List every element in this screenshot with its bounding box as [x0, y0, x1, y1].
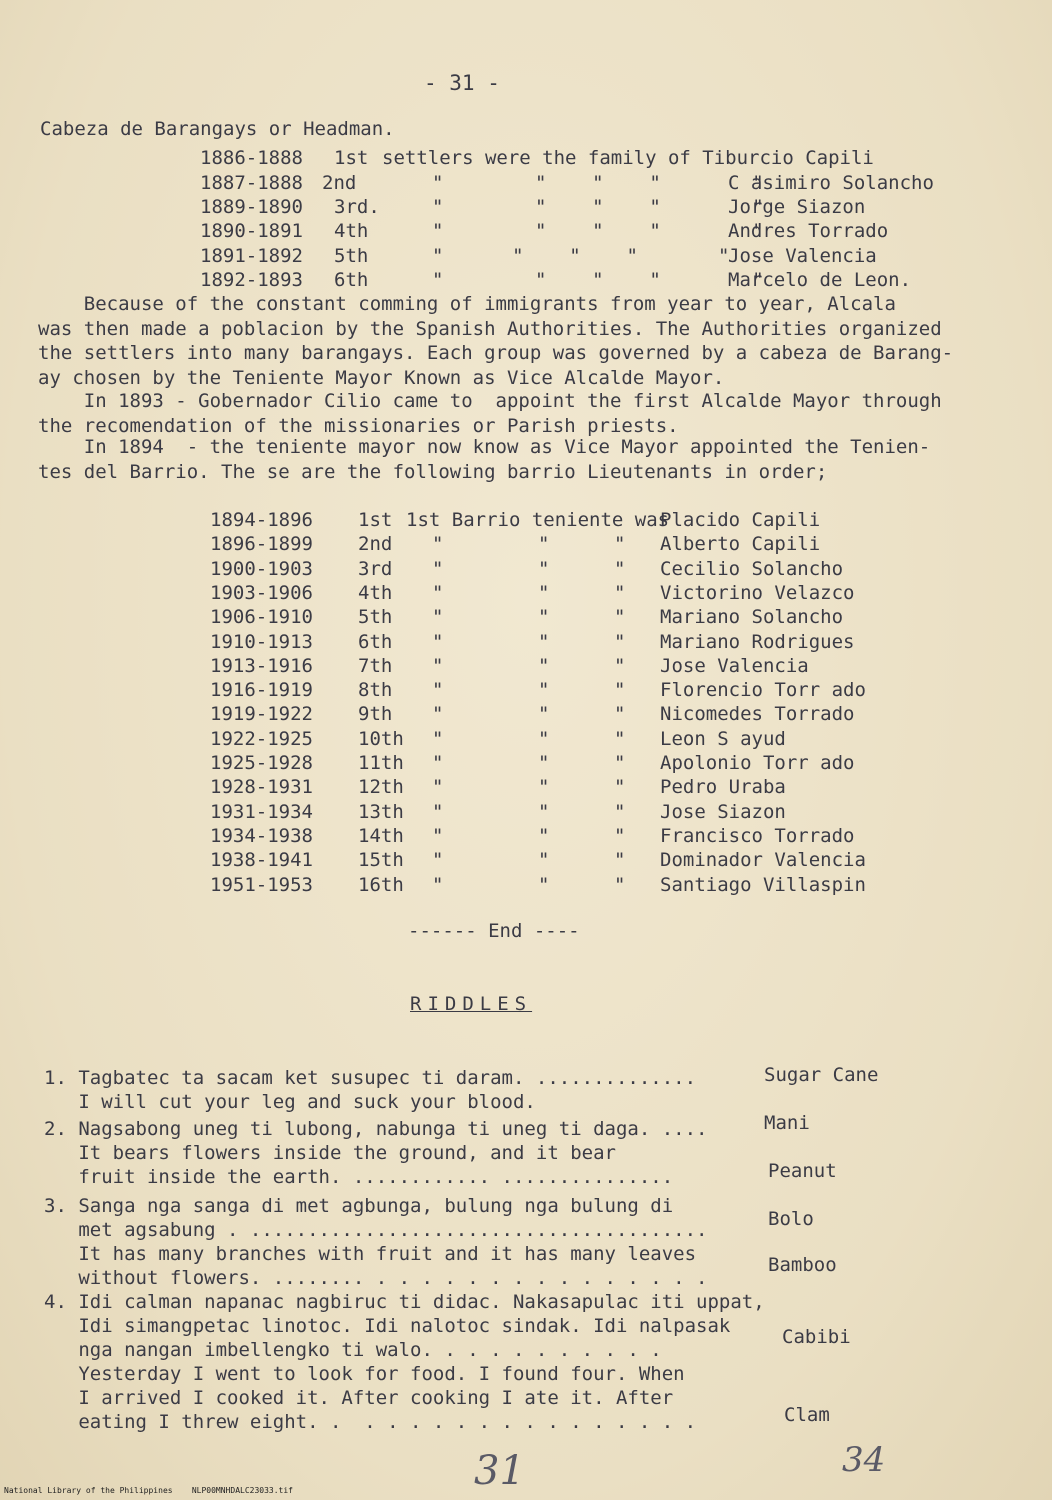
ditto-mark: "	[432, 581, 444, 604]
paragraph-poblacion: Because of the constant comming of immigrants from year to year, Alcala was then made a poblacion by the Spanish Authorities. The Authorities organized the settlers into many barangays. Each group was governed by a cabeza de Barang- ay chosen by the Teniente Mayor Known as Vice Alcalde Mayor.	[38, 293, 954, 389]
teniente-ordinal: 10th	[358, 727, 404, 750]
ditto-marks: " " " " "	[432, 196, 764, 218]
ditto-mark: "	[432, 630, 444, 653]
teniente-years: 1903-1906	[210, 581, 313, 604]
handwritten-page-number: 31	[474, 1448, 525, 1494]
ditto-marks: " " " " "	[432, 245, 730, 267]
riddle-3-answer-english: Bamboo	[768, 1254, 837, 1276]
teniente-name: Jose Valencia	[660, 654, 809, 677]
riddle-2-answer-english: Peanut	[768, 1160, 837, 1182]
paragraph-tenientes: In 1894 - the teniente mayor now know as Vice Mayor appointed the Tenien- tes del Barrio. The se are the following barrio Lieutenants in order;	[38, 436, 931, 483]
headman-name: C asimiro Solancho	[728, 172, 934, 194]
ditto-mark: "	[432, 752, 444, 774]
teniente-years: 1916-1919	[210, 679, 313, 702]
teniente-ordinal: 15th	[358, 849, 404, 872]
teniente-years: 1922-1925	[210, 727, 313, 750]
teniente-name: Placido Capili	[660, 509, 821, 531]
headman-years: 1889-1890	[200, 196, 303, 218]
teniente-name: Apolonio Torr ado	[660, 752, 855, 774]
teniente-years: 1906-1910	[210, 606, 313, 629]
teniente-name: Mariano Rodrigues	[660, 630, 855, 653]
ditto-mark: "	[538, 581, 550, 604]
teniente-name: Mariano Solancho	[660, 606, 844, 629]
ditto-mark: "	[614, 824, 626, 847]
teniente-name: Dominador Valencia	[660, 849, 866, 872]
teniente-ordinal: 13th	[358, 800, 404, 823]
headman-ordinal: 6th	[334, 269, 369, 291]
ditto-mark: "	[538, 824, 550, 847]
teniente-ordinal: 5th	[358, 606, 393, 629]
ditto-mark: "	[432, 873, 444, 896]
teniente-years: 1934-1938	[210, 824, 313, 847]
teniente-name: Leon S ayud	[660, 727, 786, 750]
headman-years: 1886-1888	[200, 147, 303, 169]
section-heading: Cabeza de Barangays or Headman.	[40, 118, 395, 140]
ditto-mark: "	[538, 776, 550, 799]
teniente-years: 1925-1928	[210, 752, 313, 774]
headman-ordinal: 1st	[334, 147, 369, 169]
ditto-mark: "	[614, 752, 626, 774]
teniente-header-text: 1st Barrio teniente was	[406, 509, 670, 531]
teniente-years: 1894-1896	[210, 509, 313, 531]
teniente-years: 1931-1934	[210, 800, 313, 823]
ditto-mark: "	[538, 654, 550, 677]
riddle-4-answer: Cabibi	[782, 1326, 851, 1348]
teniente-name: Cecilio Solancho	[660, 557, 844, 580]
teniente-name: Francisco Torrado	[660, 824, 855, 847]
ditto-marks: " " " " "	[432, 172, 764, 194]
ditto-mark: "	[538, 800, 550, 823]
teniente-years: 1919-1922	[210, 703, 313, 726]
ditto-mark: "	[538, 557, 550, 580]
riddle-2: 2. Nagsabong uneg ti lubong, nabunga ti uneg ti daga. .... It bears flowers inside the ground, and it bear fruit inside the earth. ............ ...............	[44, 1118, 708, 1188]
ditto-mark: "	[614, 703, 626, 726]
teniente-name: Santiago Villaspin	[660, 873, 866, 896]
headman-years: 1890-1891	[200, 220, 303, 242]
ditto-mark: "	[538, 630, 550, 653]
ditto-mark: "	[614, 849, 626, 872]
ditto-mark: "	[614, 679, 626, 702]
ditto-mark: "	[614, 581, 626, 604]
teniente-years: 1900-1903	[210, 557, 313, 580]
ditto-mark: "	[432, 654, 444, 677]
teniente-ordinal: 3rd	[358, 557, 393, 580]
riddle-3-answer: Bolo	[768, 1208, 814, 1230]
teniente-ordinal: 14th	[358, 824, 404, 847]
teniente-name: Pedro Uraba	[660, 776, 786, 799]
ditto-mark: "	[614, 800, 626, 823]
headman-name: Marcelo de Leon.	[728, 269, 912, 291]
ditto-mark: "	[614, 557, 626, 580]
teniente-years: 1951-1953	[210, 873, 313, 896]
ditto-mark: "	[614, 654, 626, 677]
teniente-years: 1928-1931	[210, 776, 313, 799]
teniente-ordinal: 12th	[358, 776, 404, 799]
ditto-mark: "	[432, 679, 444, 702]
teniente-years: 1910-1913	[210, 630, 313, 653]
headman-text: settlers were the family of Tiburcio Capili	[382, 147, 874, 169]
headman-ordinal: 2nd	[322, 172, 357, 194]
ditto-mark: "	[538, 873, 550, 896]
teniente-ordinal: 2nd	[358, 533, 393, 556]
ditto-mark: "	[432, 703, 444, 726]
ditto-mark: "	[432, 776, 444, 799]
teniente-ordinal: 16th	[358, 873, 404, 896]
headman-name: Andres Torrado	[728, 220, 889, 242]
riddle-4: 4. Idi calman napanac nagbiruc ti didac. Nakasapulac iti uppat, Idi simangpetac linotoc. Idi nalotoc sindak. Idi nalpasak nga nangan imbellengko ti walo. . . . . . . . . . . Yesterday I went to look for food. I found four. When I arrived I cooked it. After cooking I ate it. After eating I threw eight. . . . . . . . . . . . . . . . .	[44, 1291, 765, 1433]
teniente-ordinal: 7th	[358, 654, 393, 677]
ditto-marks: " " " " "	[432, 269, 764, 291]
headman-ordinal: 5th	[334, 245, 369, 267]
ditto-mark: "	[538, 727, 550, 750]
archive-footer: National Library of the Philippines NLP00MNHDALC23033.tif	[4, 1486, 293, 1495]
ditto-mark: "	[614, 873, 626, 896]
teniente-name: Nicomedes Torrado	[660, 703, 855, 726]
ditto-mark: "	[432, 800, 444, 823]
ditto-mark: "	[538, 849, 550, 872]
ditto-mark: "	[432, 824, 444, 847]
teniente-ordinal: 6th	[358, 630, 393, 653]
teniente-ordinal: 11th	[358, 752, 404, 774]
ditto-mark: "	[432, 557, 444, 580]
teniente-ordinal: 9th	[358, 703, 393, 726]
teniente-ordinal: 8th	[358, 679, 393, 702]
headman-years: 1891-1892	[200, 245, 303, 267]
riddles-title: RIDDLES	[410, 993, 533, 1015]
page-number: - 31 -	[424, 71, 500, 95]
ditto-mark: "	[432, 727, 444, 750]
ditto-mark: "	[614, 630, 626, 653]
headman-ordinal: 4th	[334, 220, 369, 242]
ditto-mark: "	[538, 752, 550, 774]
paragraph-alcalde: In 1893 - Gobernador Cilio came to appoint the first Alcalde Mayor through the recomendation of the missionaries or Parish priests.	[38, 390, 942, 437]
headman-name: Jose Valencia	[728, 245, 877, 267]
ditto-mark: "	[614, 606, 626, 629]
ditto-mark: "	[614, 776, 626, 799]
ditto-mark: "	[614, 727, 626, 750]
teniente-ordinal: 1st	[358, 509, 393, 531]
teniente-ordinal: 4th	[358, 581, 393, 604]
riddle-1: 1. Tagbatec ta sacam ket susupec ti daram. .............. I will cut your leg and suck your blood.	[44, 1067, 697, 1113]
headman-years: 1887-1888	[200, 172, 303, 194]
headman-ordinal: 3rd.	[334, 196, 380, 218]
headman-years: 1892-1893	[200, 269, 303, 291]
handwritten-page-number-alt: 34	[842, 1440, 886, 1480]
ditto-mark: "	[432, 606, 444, 629]
teniente-name: Florencio Torr ado	[660, 679, 866, 702]
ditto-mark: "	[432, 533, 444, 556]
ditto-mark: "	[432, 849, 444, 872]
riddle-2-answer: Mani	[764, 1112, 810, 1134]
end-marker: ------ End ----	[408, 920, 580, 942]
teniente-years: 1913-1916	[210, 654, 313, 677]
riddle-4-answer-english: Clam	[784, 1404, 830, 1426]
teniente-years: 1938-1941	[210, 849, 313, 872]
headman-name: Jorge Siazon	[728, 196, 866, 218]
teniente-name: Victorino Velazco	[660, 581, 855, 604]
ditto-marks: " " " " "	[432, 220, 764, 242]
ditto-mark: "	[538, 679, 550, 702]
riddle-3: 3. Sanga nga sanga di met agbunga, bulung nga bulung di met agsabung . ........................................ It has many branches with fruit and it has many leaves without flowers. ........ . . . . . . . . . . . . . . .	[44, 1195, 708, 1289]
ditto-mark: "	[538, 703, 550, 726]
teniente-name: Jose Siazon	[660, 800, 786, 823]
teniente-name: Alberto Capili	[660, 533, 821, 556]
ditto-mark: "	[614, 533, 626, 556]
ditto-mark: "	[538, 606, 550, 629]
teniente-years: 1896-1899	[210, 533, 313, 556]
riddle-1-answer: Sugar Cane	[764, 1064, 879, 1086]
ditto-mark: "	[538, 533, 550, 556]
